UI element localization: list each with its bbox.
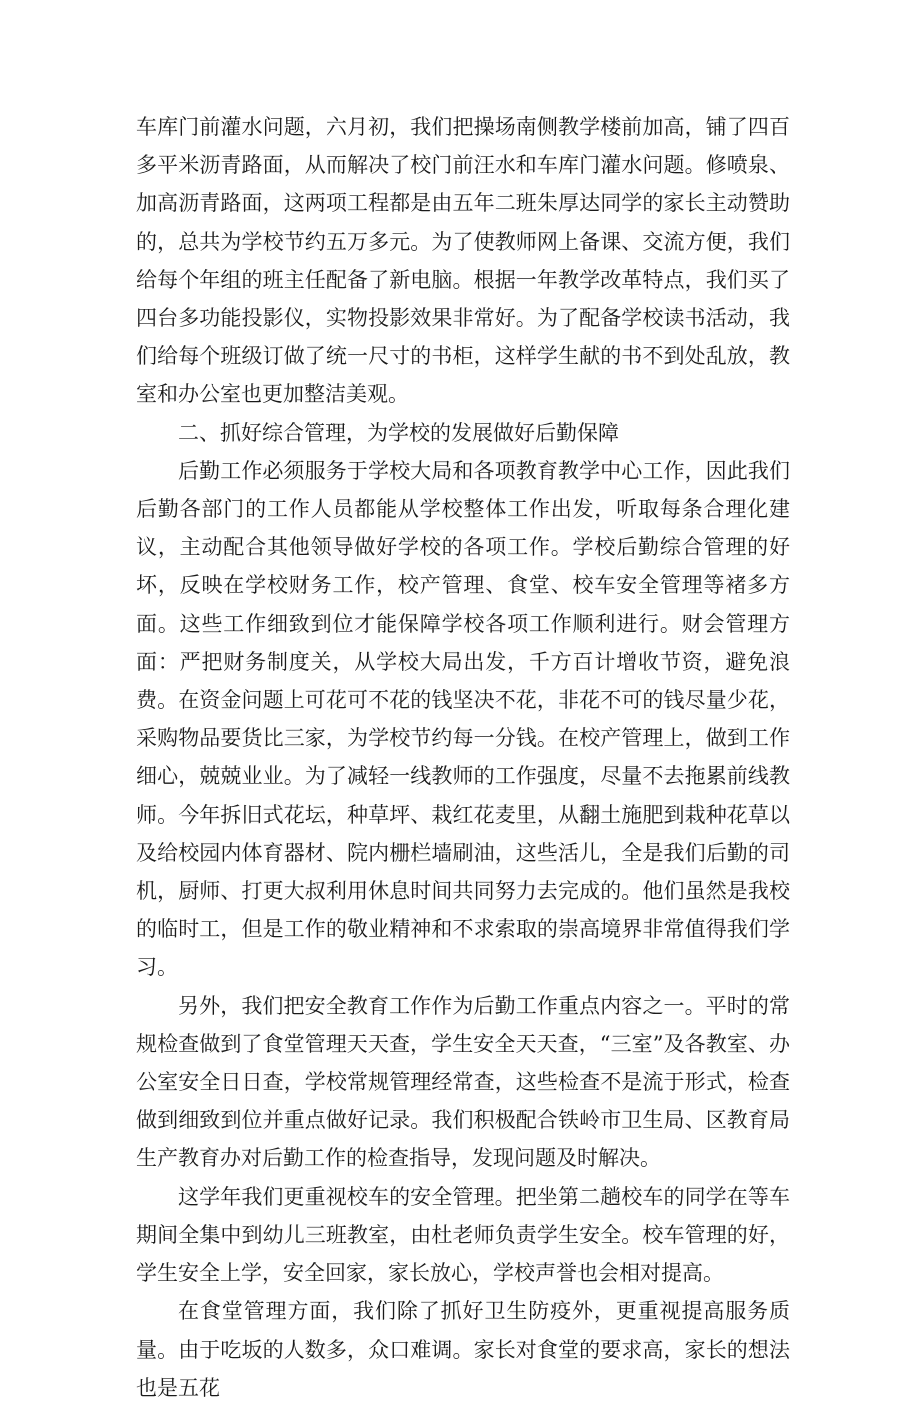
paragraph-safety-inspection: 另外，我们把安全教育工作作为后勤工作重点内容之一。平时的常规检查做到了食堂管理天天查，学生安全天天查，“三室”及各教室、办公室安全日日查，学校常规管理经常查，这些检查不是流于形式，检查做到细致到位并重点做好记录。我们积极配合铁岭市卫生局、区教育局生产教育办对后勤工作的检查指导，发现问题及时解决。 [136, 993, 790, 1171]
paragraph-canteen-management: 在食堂管理方面，我们除了抓好卫生防疫外，更重视提高服务质量。由于吃坂的人数多，众口难调。家长对食堂的要求高，家长的想法也是五花 [136, 1299, 790, 1400]
paragraph-school-bus-safety: 这学年我们更重视校车的安全管理。把坐第二趟校车的同学在等车期间全集中到幼儿三班教室，由杜老师负责学生安全。校车管理的好，学生安全上学，安全回家，家长放心，学校声誉也会相对提高。 [136, 1184, 790, 1286]
section-heading-comprehensive-management: 二、抓好综合管理，为学校的发展做好后勤保障 [178, 420, 619, 445]
paragraph-logistics-management: 后勤工作必须服务于学校大局和各项教育教学中心工作，因此我们后勤各部门的工作人员都能从学校整体工作出发，听取每条合理化建议，主动配合其他领导做好学校的各项工作。学校后勤综合管理的好坏，反映在学校财务工作，校产管理、食堂、校车安全管理等褚多方面。这些工作细致到位才能保障学校各项工作顺利进行。财会管理方面：严把财务制度关，从学校大局出发，千方百计增收节资，避免浪费。在资金问题上可花可不花的钱坚决不花，非花不可的钱尽量少花，采购物品要货比三家，为学校节约每一分钱。在校产管理上，做到工作细心，兢兢业业。为了减轻一线教师的工作强度，尽量不去拖累前线教师。今年拆旧式花坛，种草坪、栽红花麦里，从翻土施肥到栽种花草以及给校园内体育器材、院内栅栏墙刷油，这些活儿，全是我们后勤的司机，厨师、打更大叔利用休息时间共同努力去完成的。他们虽然是我校的临时工，但是工作的敬业精神和不求索取的崇高境界非常值得我们学习。 [136, 458, 790, 980]
paragraph-vehicle-garage-repairs: 车库门前灌水问题，六月初，我们把操场南侧教学楼前加高，铺了四百多平米沥青路面，从而解决了校门前汪水和车库门灌水问题。修喷泉、加高沥青路面，这两项工程都是由五年二班朱厚达同学的家长主动赞助的，总共为学校节约五万多元。为了使教师网上备课、交流方便，我们给每个年组的班主任配备了新电脑。根据一年教学改革特点，我们买了四台多功能投影仪，实物投影效果非常好。为了配备学校读书活动，我们给每个班级订做了统一尺寸的书柜，这样学生献的书不到处乱放，教室和办公室也更加整洁美观。 [136, 115, 790, 407]
document-body [136, 108, 790, 1407]
